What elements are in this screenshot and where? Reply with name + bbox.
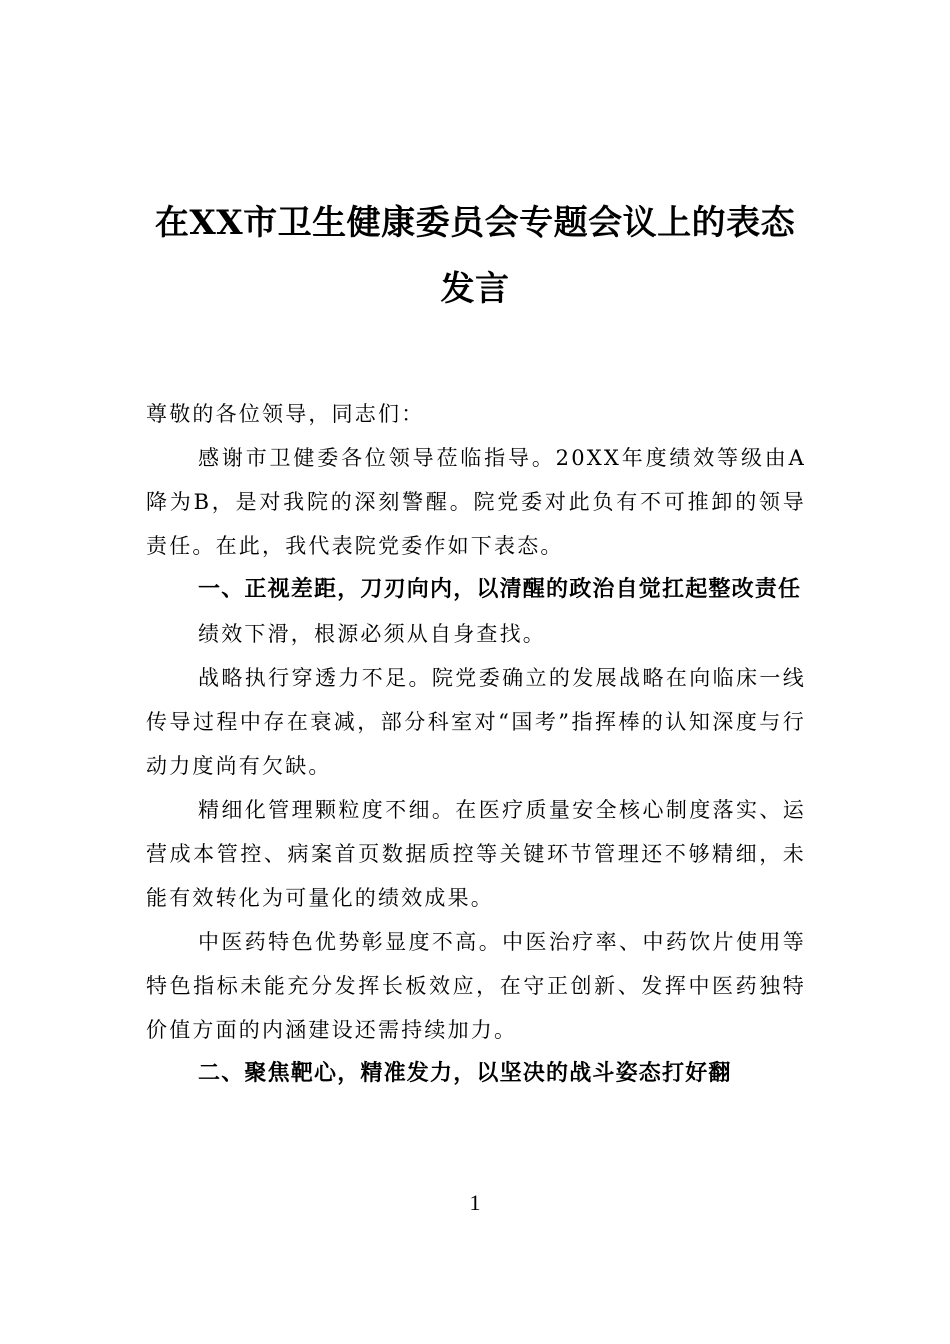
title-line-2: 发言 bbox=[440, 269, 510, 309]
paragraph: 中医药特色优势彰显度不高。中医治疗率、中药饮片使用等特色指标未能充分发挥长板效应，在守正创新、发挥中医药独特价值方面的内涵建设还需持续加力。 bbox=[146, 930, 806, 1042]
paragraph: 精细化管理颗粒度不细。在医疗质量安全核心制度落实、运营成本管控、病案首页数据质控等关键环节管理还不够精细，未能有效转化为可量化的绩效成果。 bbox=[146, 798, 806, 910]
title-line-1: 在XX市卫生健康委员会专题会议上的表态 bbox=[154, 203, 796, 243]
section-heading-1: 一、正视差距，刀刃向内，以清醒的政治自觉扛起整改责任 bbox=[198, 577, 802, 602]
document-title bbox=[140, 190, 810, 322]
section-heading-2: 二、聚焦靶心，精准发力，以坚决的战斗姿态打好翻 bbox=[198, 1061, 732, 1086]
paragraph: 绩效下滑，根源必须从自身查找。 bbox=[198, 622, 546, 646]
document-body bbox=[146, 392, 806, 1096]
salutation: 尊敬的各位领导，同志们： bbox=[146, 402, 425, 426]
page-number: 1 bbox=[469, 1190, 481, 1215]
paragraph: 战略执行穿透力不足。院党委确立的发展战略在向临床一线传导过程中存在衰减，部分科室对“国考”指挥棒的认知深度与行动力度尚有欠缺。 bbox=[146, 666, 806, 778]
paragraph-intro: 感谢市卫健委各位领导莅临指导。20XX年度绩效等级由A降为B，是对我院的深刻警醒。院党委对此负有不可推卸的领导责任。在此，我代表院党委作如下表态。 bbox=[146, 446, 806, 558]
